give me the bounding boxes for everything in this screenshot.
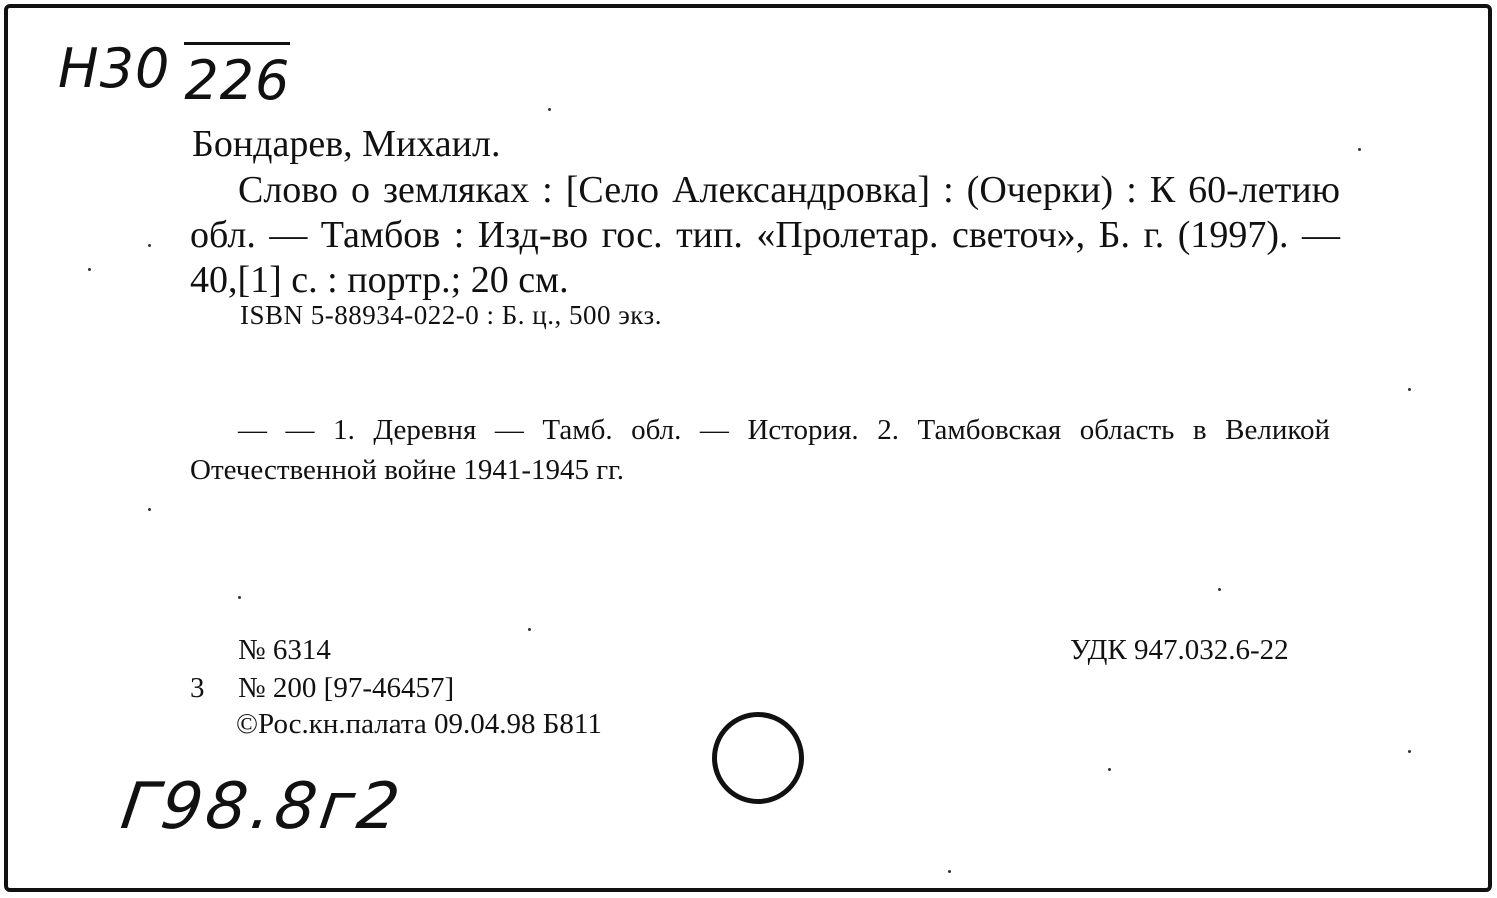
order-number: № 200 [97-46457] (238, 672, 455, 704)
copyright-line: ©Рос.кн.палата 09.04.98 Б811 (236, 708, 602, 740)
udk-code: УДК 947.032.6-22 (1070, 634, 1289, 666)
speck-mark (1408, 388, 1411, 391)
speck-mark (148, 244, 151, 247)
speck-mark (948, 870, 951, 873)
bibliographic-description: Слово о земляках : [Село Александровка] : (Очерки) : К 60-летию обл. — Тамбов : Изд-во гос. тип. «Пролетар. светоч», Б. г. (1997). — 40,[1] с. : портр.; 20 см. (190, 169, 1340, 301)
speck-mark (1408, 750, 1411, 753)
stamp-circle (712, 712, 804, 804)
call-number-fraction: 226 (184, 42, 290, 112)
handwritten-call-number (58, 30, 291, 112)
isbn-line: ISBN 5-88934-022-0 : Б. ц., 500 экз. (240, 300, 662, 330)
order-line (190, 672, 454, 705)
speck-mark (1218, 588, 1221, 591)
record-number: № 6314 (238, 634, 331, 666)
handwritten-shelf-mark: Г98.8г2 (116, 770, 408, 844)
speck-mark (1108, 768, 1111, 771)
speck-mark (548, 108, 551, 111)
speck-mark (238, 596, 241, 599)
author-heading: Бондарев, Михаил. (192, 123, 501, 165)
subject-headings: — — 1. Деревня — Тамб. обл. — История. 2. Тамбовская область в Великой Отечественной войне 1941-1945 гг. (190, 414, 1330, 486)
call-number-prefix: Н30 (58, 37, 171, 100)
speck-mark (88, 268, 91, 271)
speck-mark (1358, 148, 1361, 151)
speck-mark (148, 508, 151, 511)
speck-mark (528, 628, 531, 631)
order-prefix: 3 (190, 672, 205, 704)
